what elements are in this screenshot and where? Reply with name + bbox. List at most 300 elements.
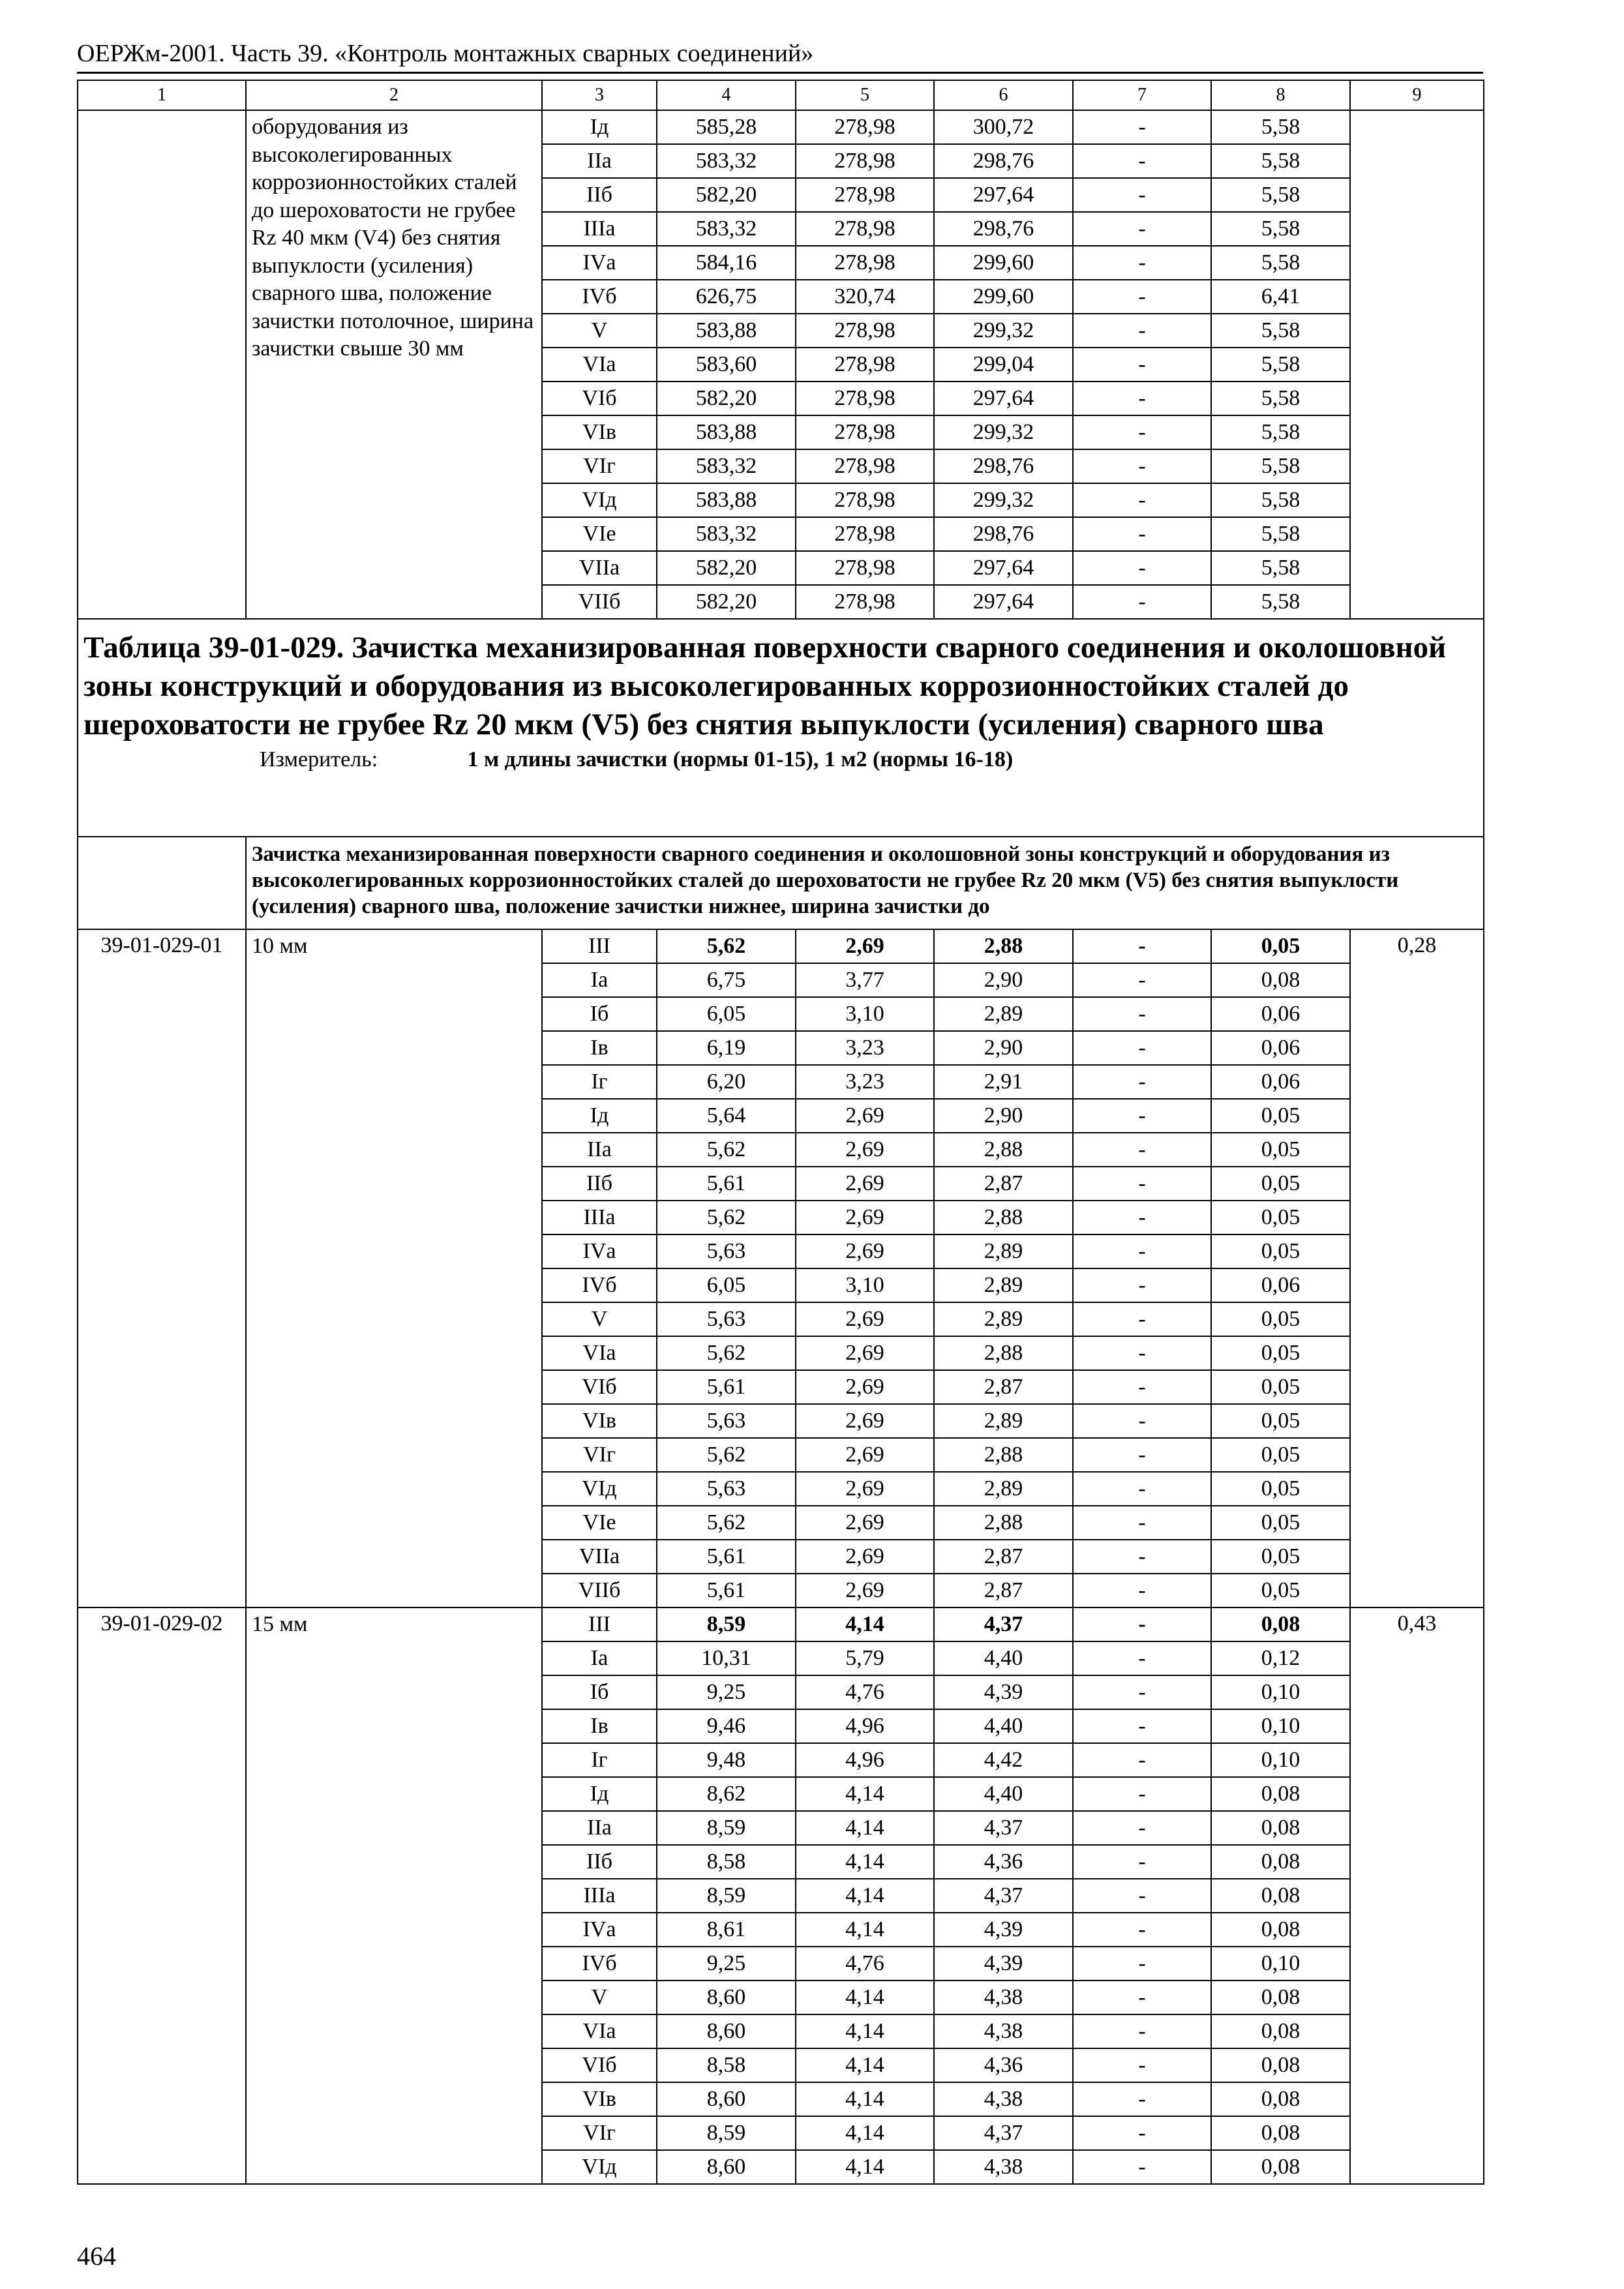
wages: 4,14 [796,1845,934,1879]
machine-cost: 4,39 [934,1913,1073,1947]
machine-cost: 2,90 [934,963,1073,997]
zone-code: VIа [542,1336,657,1370]
zone-code: VIIа [542,1540,657,1574]
wages: 2,69 [796,1167,934,1201]
table-heading-row [78,619,1484,837]
column-number-row [78,80,1484,110]
wages: 278,98 [796,585,934,619]
wages: 278,98 [796,483,934,517]
materials-cost: - [1073,212,1211,246]
column-number: 4 [657,80,796,110]
zone-code: IIа [542,1811,657,1845]
machine-cost: 300,72 [934,110,1073,144]
zone-code: IVб [542,1947,657,1981]
total-cost: 585,28 [657,110,796,144]
norm-col9: 0,28 [1350,929,1484,1608]
total-cost: 5,62 [657,1133,796,1167]
wages: 278,98 [796,314,934,348]
materials-cost: - [1073,551,1211,585]
total-cost: 6,05 [657,997,796,1031]
materials-cost: - [1073,144,1211,178]
machine-cost: 2,90 [934,1031,1073,1065]
norm-col9: 0,43 [1350,1608,1484,2184]
wages: 278,98 [796,212,934,246]
machine-cost: 2,89 [934,997,1073,1031]
machine-cost: 299,60 [934,280,1073,314]
labor-cost: 0,08 [1211,2082,1350,2116]
wages: 2,69 [796,1404,934,1438]
total-cost: 5,62 [657,1336,796,1370]
machine-cost: 299,04 [934,348,1073,382]
title-rule [77,72,1483,74]
wages: 2,69 [796,1540,934,1574]
section-description: Зачистка механизированная поверхности сварного соединения и околошовной зоны конструкций и оборудования из высоколегированных коррозионностойких сталей до шероховатости не грубее Rz 20 мкм (V5) без снятия выпуклости (усиления) сварного шва, положение зачистки нижнее, ширина зачистки до [246,837,1484,929]
wages: 2,69 [796,1133,934,1167]
machine-cost: 2,91 [934,1065,1073,1099]
labor-cost: 0,08 [1211,963,1350,997]
total-cost: 8,59 [657,1811,796,1845]
wages: 4,14 [796,2048,934,2082]
labor-cost: 5,58 [1211,110,1350,144]
machine-cost: 4,38 [934,2082,1073,2116]
labor-cost: 5,58 [1211,585,1350,619]
column-number: 5 [796,80,934,110]
machine-cost: 298,76 [934,212,1073,246]
machine-cost: 4,38 [934,1981,1073,2014]
total-cost: 5,62 [657,1438,796,1472]
labor-cost: 0,08 [1211,1913,1350,1947]
labor-cost: 0,06 [1211,1268,1350,1302]
zone-code: V [542,1302,657,1336]
zone-code: IIIа [542,212,657,246]
materials-cost: - [1073,2116,1211,2150]
wages: 2,69 [796,1336,934,1370]
wages: 4,14 [796,1913,934,1947]
labor-cost: 0,05 [1211,1438,1350,1472]
total-cost: 9,25 [657,1675,796,1709]
materials-cost: - [1073,1302,1211,1336]
section-description-row [78,837,1484,929]
table-row [78,929,1484,963]
zone-code: IVа [542,246,657,280]
machine-cost: 4,37 [934,2116,1073,2150]
zone-code: III [542,1608,657,1641]
labor-cost: 0,05 [1211,1302,1350,1336]
labor-cost: 0,06 [1211,997,1350,1031]
machine-cost: 298,76 [934,144,1073,178]
total-cost: 582,20 [657,382,796,415]
total-cost: 8,59 [657,2116,796,2150]
machine-cost: 2,88 [934,1336,1073,1370]
zone-code: VIе [542,1506,657,1540]
labor-cost: 0,06 [1211,1065,1350,1099]
materials-cost: - [1073,1099,1211,1133]
zone-code: Iг [542,1065,657,1099]
total-cost: 583,32 [657,212,796,246]
total-cost: 5,62 [657,1506,796,1540]
materials-cost: - [1073,1675,1211,1709]
materials-cost: - [1073,1811,1211,1845]
total-cost: 582,20 [657,178,796,212]
total-cost: 626,75 [657,280,796,314]
zone-code: Iд [542,110,657,144]
materials-cost: - [1073,314,1211,348]
wages: 4,14 [796,1608,934,1641]
labor-cost: 5,58 [1211,178,1350,212]
wages: 4,14 [796,2014,934,2048]
materials-cost: - [1073,1608,1211,1641]
column-number: 7 [1073,80,1211,110]
wages: 320,74 [796,280,934,314]
norm-col9 [1350,110,1484,619]
norm-description: оборудования из высоколегированных коррозионностойких сталей до шероховатости не грубее Rz 40 мкм (V4) без снятия выпуклости (усиления) сварного шва, положение зачистки потолочное, ширина зачистки свыше 30 мм [246,110,542,619]
labor-cost: 0,05 [1211,1574,1350,1608]
total-cost: 8,58 [657,2048,796,2082]
machine-cost: 297,64 [934,585,1073,619]
labor-cost: 0,12 [1211,1641,1350,1675]
wages: 3,77 [796,963,934,997]
total-cost: 5,63 [657,1234,796,1268]
machine-cost: 2,89 [934,1268,1073,1302]
zone-code: IIа [542,144,657,178]
labor-cost: 0,08 [1211,2116,1350,2150]
labor-cost: 0,06 [1211,1031,1350,1065]
zone-code: VIб [542,382,657,415]
norm-name: 15 мм [246,1608,542,2184]
materials-cost: - [1073,997,1211,1031]
zone-code: IVа [542,1913,657,1947]
labor-cost: 0,05 [1211,1167,1350,1201]
zone-code: V [542,314,657,348]
zone-code: VIа [542,2014,657,2048]
materials-cost: - [1073,1336,1211,1370]
materials-cost: - [1073,415,1211,449]
total-cost: 584,16 [657,246,796,280]
machine-cost: 2,89 [934,1302,1073,1336]
wages: 2,69 [796,1574,934,1608]
total-cost: 5,63 [657,1472,796,1506]
meter-row [83,747,1478,773]
machine-cost: 2,87 [934,1167,1073,1201]
labor-cost: 0,05 [1211,1370,1350,1404]
column-number: 8 [1211,80,1350,110]
machine-cost: 4,37 [934,1608,1073,1641]
labor-cost: 0,05 [1211,1506,1350,1540]
labor-cost: 5,58 [1211,144,1350,178]
column-number: 2 [246,80,542,110]
labor-cost: 0,10 [1211,1675,1350,1709]
labor-cost: 5,58 [1211,551,1350,585]
labor-cost: 5,58 [1211,246,1350,280]
materials-cost: - [1073,1947,1211,1981]
total-cost: 6,05 [657,1268,796,1302]
norm-code: 39-01-029-01 [78,929,246,1608]
meter-label: Измеритель: [260,747,378,771]
table-row [78,1608,1484,1641]
machine-cost: 2,88 [934,929,1073,963]
materials-cost: - [1073,1743,1211,1777]
total-cost: 6,20 [657,1065,796,1099]
zone-code: III [542,929,657,963]
machine-cost: 298,76 [934,517,1073,551]
labor-cost: 0,05 [1211,1540,1350,1574]
labor-cost: 5,58 [1211,517,1350,551]
machine-cost: 2,89 [934,1234,1073,1268]
total-cost: 582,20 [657,585,796,619]
labor-cost: 6,41 [1211,280,1350,314]
total-cost: 5,61 [657,1540,796,1574]
labor-cost: 5,58 [1211,382,1350,415]
machine-cost: 4,39 [934,1675,1073,1709]
materials-cost: - [1073,1472,1211,1506]
wages: 4,14 [796,1981,934,2014]
machine-cost: 2,89 [934,1404,1073,1438]
machine-cost: 2,90 [934,1099,1073,1133]
labor-cost: 0,08 [1211,1845,1350,1879]
materials-cost: - [1073,517,1211,551]
wages: 4,14 [796,2150,934,2184]
wages: 4,76 [796,1675,934,1709]
zone-code: VIе [542,517,657,551]
materials-cost: - [1073,1404,1211,1438]
total-cost: 5,62 [657,929,796,963]
materials-cost: - [1073,449,1211,483]
labor-cost: 5,58 [1211,449,1350,483]
zone-code: VIг [542,1438,657,1472]
table-row [78,110,1484,144]
total-cost: 583,32 [657,517,796,551]
machine-cost: 4,40 [934,1641,1073,1675]
zone-code: VIд [542,1472,657,1506]
labor-cost: 0,08 [1211,1811,1350,1845]
zone-code: IIб [542,1845,657,1879]
wages: 4,14 [796,1777,934,1811]
total-cost: 5,61 [657,1574,796,1608]
labor-cost: 0,05 [1211,1404,1350,1438]
labor-cost: 0,05 [1211,1336,1350,1370]
labor-cost: 0,10 [1211,1709,1350,1743]
machine-cost: 2,87 [934,1574,1073,1608]
total-cost: 8,60 [657,2082,796,2116]
materials-cost: - [1073,1370,1211,1404]
wages: 4,76 [796,1947,934,1981]
zone-code: Iг [542,1743,657,1777]
labor-cost: 0,05 [1211,1133,1350,1167]
materials-cost: - [1073,348,1211,382]
wages: 4,96 [796,1743,934,1777]
machine-cost: 297,64 [934,178,1073,212]
machine-cost: 298,76 [934,449,1073,483]
machine-cost: 2,88 [934,1133,1073,1167]
wages: 3,10 [796,1268,934,1302]
total-cost: 5,63 [657,1404,796,1438]
labor-cost: 5,58 [1211,212,1350,246]
zone-code: Iб [542,1675,657,1709]
total-cost: 9,48 [657,1743,796,1777]
total-cost: 8,60 [657,2150,796,2184]
materials-cost: - [1073,1540,1211,1574]
total-cost: 583,88 [657,314,796,348]
table-title: Таблица 39-01-029. Зачистка механизированная поверхности сварного соединения и околошовной зоны конструкций и оборудования из высоколегированных коррозионностойких сталей до шероховатости не грубее Rz 20 мкм (V5) без снятия выпуклости (усиления) сварного шва [83,631,1447,741]
materials-cost: - [1073,1506,1211,1540]
total-cost: 5,63 [657,1302,796,1336]
total-cost: 5,64 [657,1099,796,1133]
norm-block-02 [78,1608,1484,2184]
labor-cost: 0,05 [1211,929,1350,963]
zone-code: VIIб [542,1574,657,1608]
wages: 3,10 [796,997,934,1031]
column-number: 9 [1350,80,1484,110]
materials-cost: - [1073,2014,1211,2048]
zone-code: VIб [542,2048,657,2082]
zone-code: Iа [542,1641,657,1675]
zone-code: VIв [542,2082,657,2116]
page-number: 464 [77,2241,116,2271]
norm-name: 10 мм [246,929,542,1608]
page-title: ОЕРЖм-2001. Часть 39. «Контроль монтажных сварных соединений» [77,40,814,67]
labor-cost: 0,08 [1211,2150,1350,2184]
zone-code: Iб [542,997,657,1031]
materials-cost: - [1073,1065,1211,1099]
machine-cost: 299,32 [934,314,1073,348]
labor-cost: 5,58 [1211,415,1350,449]
zone-code: V [542,1981,657,2014]
total-cost: 8,60 [657,1981,796,2014]
materials-cost: - [1073,1641,1211,1675]
materials-cost: - [1073,1845,1211,1879]
wages: 5,79 [796,1641,934,1675]
wages: 4,14 [796,2116,934,2150]
materials-cost: - [1073,1574,1211,1608]
materials-cost: - [1073,1201,1211,1234]
machine-cost: 297,64 [934,551,1073,585]
machine-cost: 4,40 [934,1777,1073,1811]
total-cost: 9,46 [657,1709,796,1743]
continuation-block [78,110,1484,619]
total-cost: 5,61 [657,1167,796,1201]
materials-cost: - [1073,1879,1211,1913]
wages: 278,98 [796,415,934,449]
machine-cost: 4,39 [934,1947,1073,1981]
materials-cost: - [1073,1913,1211,1947]
labor-cost: 0,05 [1211,1099,1350,1133]
machine-cost: 4,38 [934,2150,1073,2184]
zone-code: IIIа [542,1201,657,1234]
labor-cost: 0,08 [1211,1981,1350,2014]
materials-cost: - [1073,2048,1211,2082]
labor-cost: 0,08 [1211,2014,1350,2048]
zone-code: VIб [542,1370,657,1404]
machine-cost: 2,88 [934,1201,1073,1234]
zone-code: VIд [542,2150,657,2184]
wages: 4,96 [796,1709,934,1743]
norm-code [78,110,246,619]
wages: 278,98 [796,449,934,483]
materials-cost: - [1073,963,1211,997]
wages: 2,69 [796,1370,934,1404]
materials-cost: - [1073,1268,1211,1302]
total-cost: 6,19 [657,1031,796,1065]
zone-code: Iа [542,963,657,997]
zone-code: Iв [542,1709,657,1743]
labor-cost: 5,58 [1211,348,1350,382]
zone-code: IIб [542,1167,657,1201]
machine-cost: 2,88 [934,1438,1073,1472]
wages: 278,98 [796,110,934,144]
materials-cost: - [1073,246,1211,280]
total-cost: 5,61 [657,1370,796,1404]
machine-cost: 2,87 [934,1540,1073,1574]
zone-code: VIг [542,449,657,483]
total-cost: 6,75 [657,963,796,997]
labor-cost: 5,58 [1211,314,1350,348]
labor-cost: 0,05 [1211,1234,1350,1268]
machine-cost: 4,37 [934,1811,1073,1845]
total-cost: 8,59 [657,1608,796,1641]
labor-cost: 0,08 [1211,1777,1350,1811]
column-number: 6 [934,80,1073,110]
total-cost: 583,32 [657,449,796,483]
machine-cost: 2,87 [934,1370,1073,1404]
materials-cost: - [1073,1777,1211,1811]
wages: 278,98 [796,517,934,551]
labor-cost: 0,05 [1211,1201,1350,1234]
materials-cost: - [1073,1438,1211,1472]
labor-cost: 0,08 [1211,1608,1350,1641]
materials-cost: - [1073,110,1211,144]
wages: 2,69 [796,1302,934,1336]
norm-block-01 [78,929,1484,1608]
zone-code: IIа [542,1133,657,1167]
machine-cost: 297,64 [934,382,1073,415]
zone-code: Iд [542,1777,657,1811]
machine-cost: 4,36 [934,2048,1073,2082]
wages: 278,98 [796,382,934,415]
total-cost: 5,62 [657,1201,796,1234]
materials-cost: - [1073,1981,1211,2014]
wages: 2,69 [796,1234,934,1268]
machine-cost: 4,38 [934,2014,1073,2048]
materials-cost: - [1073,1234,1211,1268]
total-cost: 583,60 [657,348,796,382]
total-cost: 9,25 [657,1947,796,1981]
materials-cost: - [1073,1167,1211,1201]
wages: 278,98 [796,551,934,585]
zone-code: IIIа [542,1879,657,1913]
meter-value: 1 м длины зачистки (нормы 01-15), 1 м2 (нормы 16-18) [467,747,1014,771]
wages: 278,98 [796,246,934,280]
machine-cost: 299,32 [934,415,1073,449]
rates-table [77,80,1484,2185]
materials-cost: - [1073,178,1211,212]
zone-code: VIа [542,348,657,382]
labor-cost: 0,10 [1211,1947,1350,1981]
materials-cost: - [1073,1031,1211,1065]
empty-cell [78,837,246,929]
zone-code: VIIа [542,551,657,585]
zone-code: VIг [542,2116,657,2150]
total-cost: 583,32 [657,144,796,178]
total-cost: 10,31 [657,1641,796,1675]
zone-code: IVб [542,1268,657,1302]
zone-code: VIв [542,415,657,449]
zone-code: IVб [542,280,657,314]
total-cost: 583,88 [657,415,796,449]
zone-code: VIд [542,483,657,517]
total-cost: 8,61 [657,1913,796,1947]
wages: 4,14 [796,2082,934,2116]
wages: 2,69 [796,1099,934,1133]
